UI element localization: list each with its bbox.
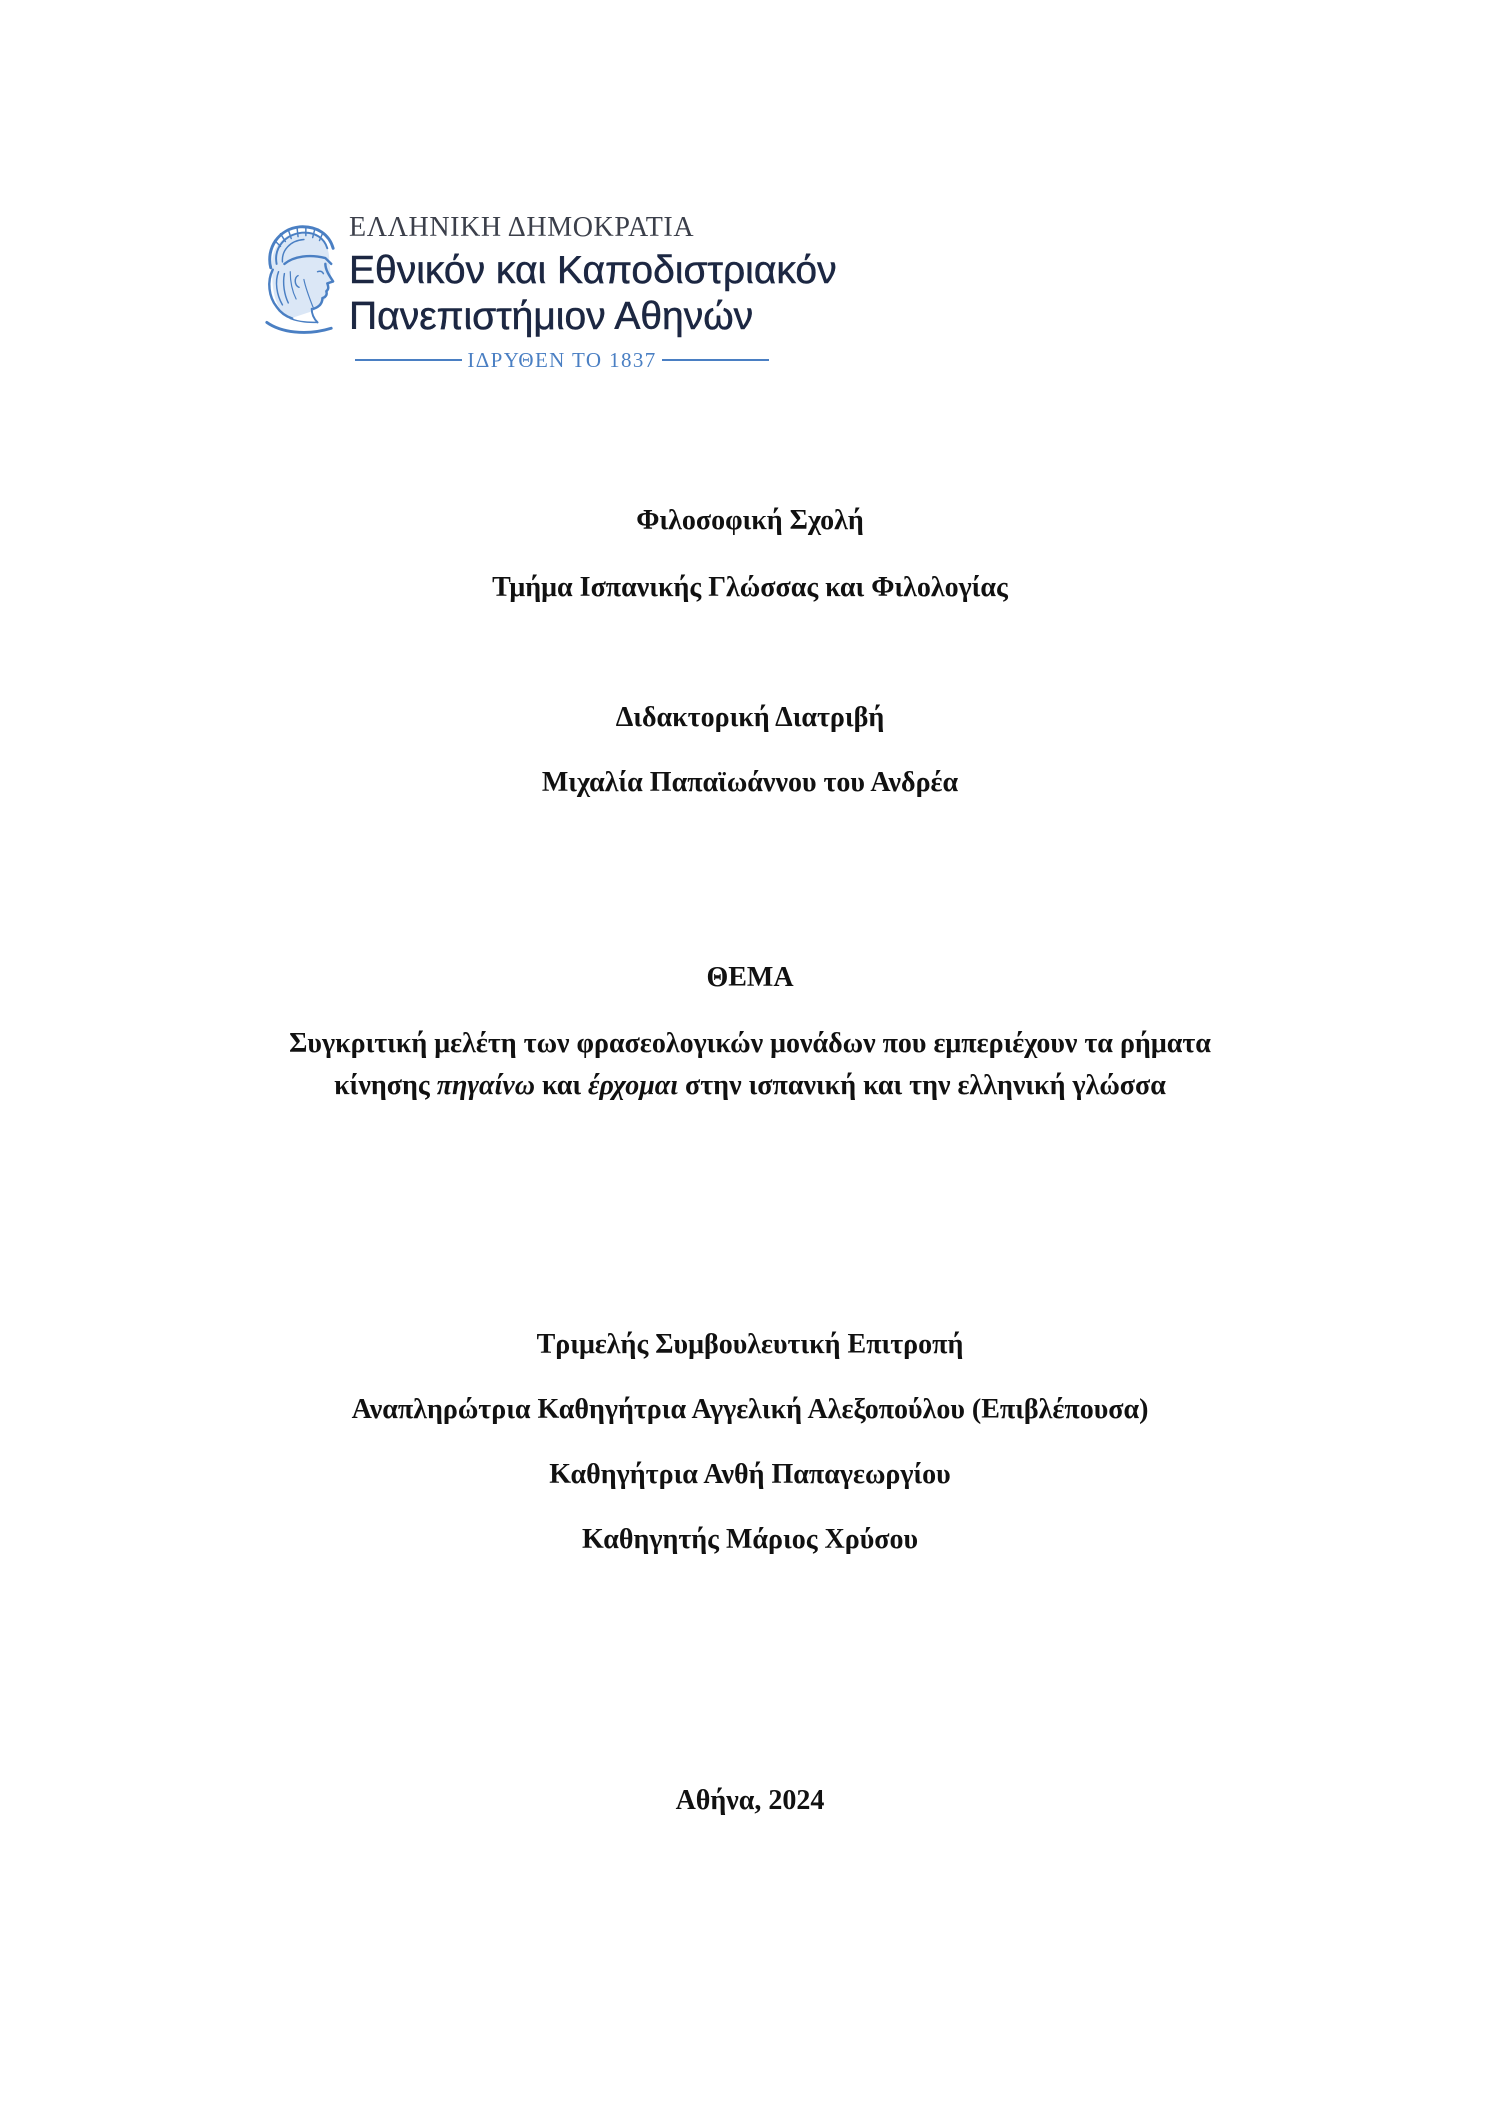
committee-member: Καθηγητής Μάριος Χρύσου (581, 1524, 919, 1555)
theme-title-line2 (0, 1068, 1489, 1104)
logo-founded-banner (355, 348, 769, 372)
document-type: Διδακτορική Διατριβή (615, 702, 885, 733)
place-and-date: Αθήνα, 2024 (675, 1785, 825, 1816)
department-name: Τμήμα Ισπανικής Γλώσσας και Φιλολογίας (492, 572, 1008, 603)
theme-verb-pigaino: πηγαίνω (436, 1070, 535, 1101)
theme-title-pre: κίνησης (334, 1070, 437, 1101)
athena-head-seal-icon (261, 221, 339, 338)
theme-verb-erchomai: έρχομαι (588, 1070, 679, 1101)
theme-heading: ΘΕΜΑ (706, 962, 794, 993)
logo-university-name-line1: Εθνικόν και Καποδιστριακόν (349, 249, 837, 292)
committee-member: Αναπληρώτρια Καθηγήτρια Αγγελική Αλεξοπούλου (Επιβλέπουσα) (351, 1394, 1149, 1425)
author-name: Μιχαλία Παπαϊωάννου του Ανδρέα (541, 767, 959, 798)
logo-founded-text: ΙΔΡΥΘΕΝ ΤΟ 1837 (467, 348, 657, 372)
school-name: Φιλοσοφική Σχολή (636, 505, 864, 536)
logo-republic-label: ΕΛΛΗΝΙΚΗ ΔΗΜΟΚΡΑΤΙΑ (349, 212, 695, 243)
logo-rule-left (355, 359, 462, 361)
theme-title-mid: και (534, 1070, 588, 1101)
logo-rule-right (662, 359, 769, 361)
theme-title-post: στην ισπανική και την ελληνική γλώσσα (678, 1070, 1166, 1101)
committee-member: Καθηγήτρια Ανθή Παπαγεωργίου (549, 1459, 951, 1490)
committee-heading: Τριμελής Συμβουλευτική Επιτροπή (536, 1329, 964, 1360)
logo-university-name-line2: Πανεπιστήμιον Αθηνών (349, 295, 754, 338)
theme-title-line1: Συγκριτική μελέτη των φρασεολογικών μονάδων που εμπεριέχουν τα ρήματα (289, 1028, 1211, 1059)
